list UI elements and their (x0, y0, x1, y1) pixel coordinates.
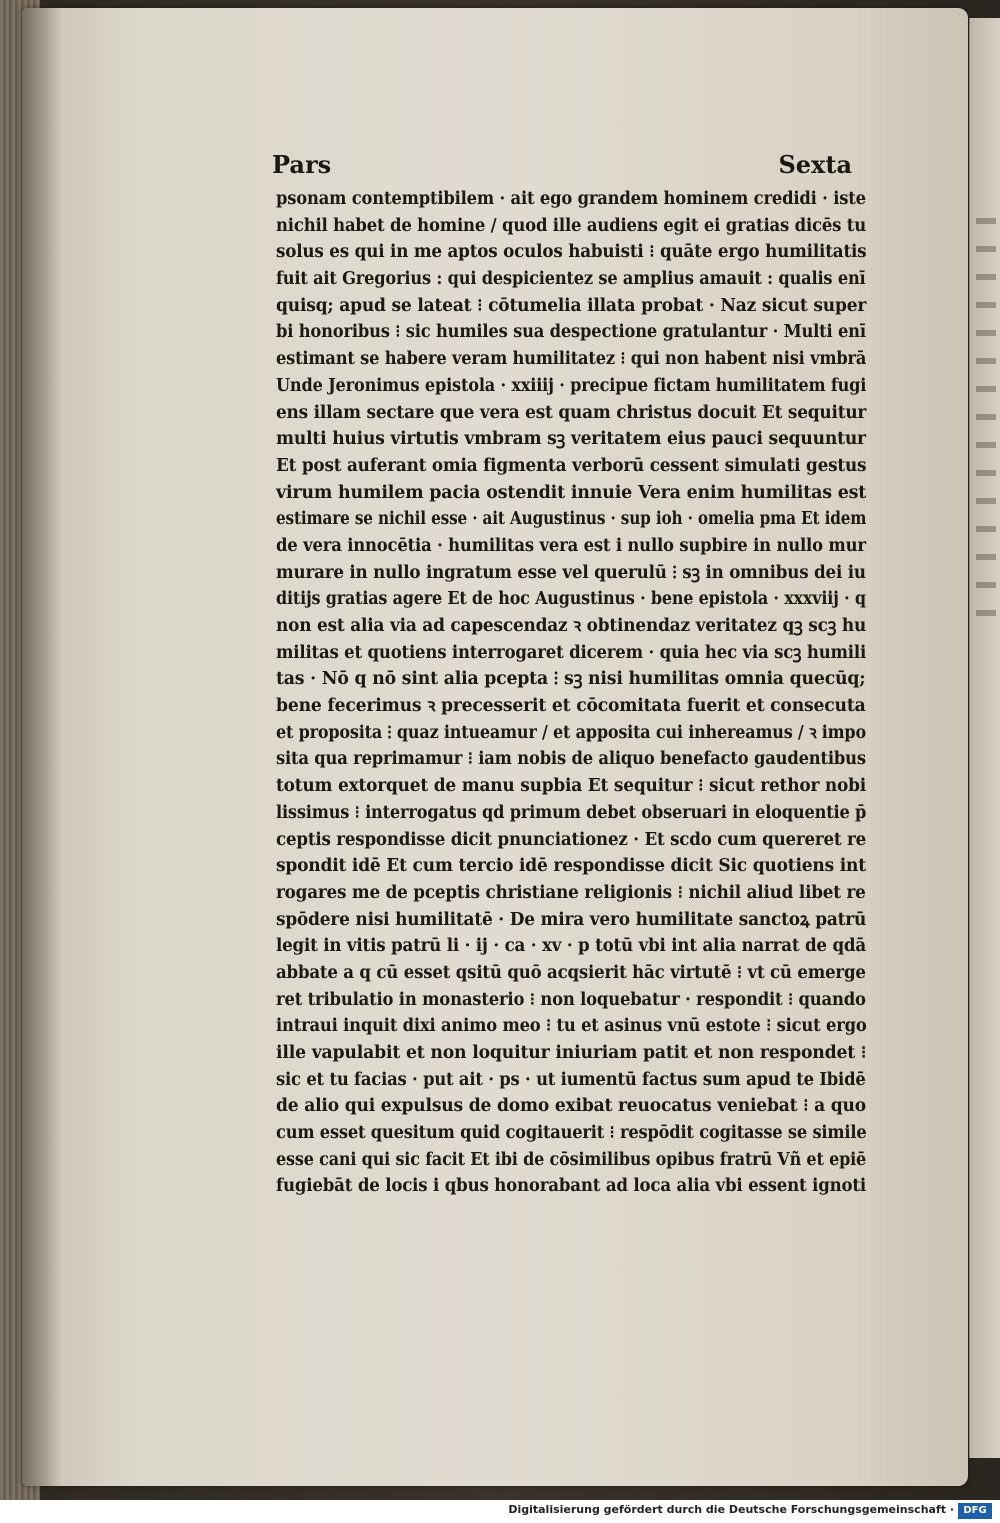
text-line: non est alia via ad capescendaz ꝛ obtinendaz veritatez qꝫ scꝫ hu (276, 616, 867, 636)
text-line: sic et tu facias · put ait · ps · ut iumentū factus sum apud te Ibidē (276, 1069, 866, 1090)
text-line: esse cani qui sic facit Et ibi de cōsimilibus opibus fratrū Vñ et epiē (276, 1149, 867, 1170)
text-line: intraui inquit dixi animo meo ⁝ tu et asinus vnū estote ⁝ sicut ergo (276, 1016, 867, 1037)
text-line: estimant se habere veram humilitatez ⁝ qui non habent nisi vmbrā (276, 349, 867, 370)
text-line: militas et quotiens interrogaret dicerem · quia hec via scꝫ humili (276, 642, 867, 663)
running-head-right: Sexta (778, 150, 852, 179)
text-line: ret tribulatio in monasterio ⁝ non loquebatur · respondit ⁝ quando (276, 989, 866, 1010)
text-line: ens illam sectare que vera est quam christus docuit Et sequitur (276, 402, 867, 423)
dfg-logo[interactable]: DFG (958, 1503, 992, 1519)
text-line: spondit idē Et cum tercio idē respondisse dicit Sic quotiens int (276, 856, 866, 877)
text-line: quisq; apud se lateat ⁝ cōtumelia illata probat · Naz sicut super (276, 295, 867, 316)
text-block (276, 186, 866, 1200)
text-line: multi huius virtutis vmbram sꝫ veritatem eius pauci sequuntur (276, 429, 866, 450)
text-line: Unde Jeronimus epistola · xxiiij · precipue fictam humilitatem fugi (276, 375, 867, 396)
text-line: lissimus ⁝ interrogatus qd primum debet obseruari in eloquentie p̄ (276, 802, 867, 823)
footer-bar (0, 1500, 1000, 1523)
text-line: sita qua reprimamur ⁝ iam nobis de aliquo benefacto gaudentibus (276, 749, 866, 770)
running-head (272, 150, 852, 186)
text-line: cum esset quesitum quid cogitauerit ⁝ respōdit cogitasse se simile (276, 1123, 867, 1144)
gutter-shadow (22, 8, 62, 1486)
text-line: Et post auferant omia figmenta verborū cessent simulati gestus (276, 455, 867, 476)
text-line: bene fecerimus ꝛ precesserit et cōcomitata fuerit et consecuta (276, 696, 866, 717)
text-line: ille vapulabit et non loquitur iniuriam patit et non respondet ⁝ (276, 1043, 867, 1063)
facing-page-text-traces (976, 218, 996, 638)
text-line: de vera innocētia · humilitas vera est i nullo supbire in nullo mur (276, 535, 866, 556)
funding-credit: Digitalisierung gefördert durch die Deutsche Forschungsgemeinschaft · (508, 1503, 954, 1516)
text-line: ceptis respondisse dicit pnunciationez · Et scdo cum quereret re (276, 829, 867, 850)
text-line: ditijs gratias agere Et de hoc Augustinus · bene epistola · xxxviij · q (276, 589, 866, 610)
text-line: estimare se nichil esse · ait Augustinus · sup ioh · omelia pma Et idem (276, 509, 867, 530)
text-line: totum extorquet de manu supbia Et sequitur ⁝ sicut rethor nobi (276, 776, 867, 797)
text-line: tas · Nō q nō sint alia pcepta ⁝ sꝫ nisi humilitas omnia quecūq; (276, 669, 866, 690)
text-line: de alio qui expulsus de domo exibat reuocatus veniebat ⁝ a quo (276, 1096, 866, 1117)
text-line: virum humilem pacia ostendit innuie Vera enim humilitas est (276, 482, 867, 503)
text-line: murare in nullo ingratum esse vel querulū ⁝ sꝫ in omnibus dei iu (276, 562, 866, 583)
running-head-left: Pars (272, 150, 332, 179)
text-line: legit in vitis patrū li · ij · ca · xv · p totū vbi int alia narrat de qdā (276, 936, 866, 957)
text-line: spōdere nisi humilitatē · De mira vero humilitate sanctoꝝ patrū (276, 909, 867, 930)
text-line: abbate a q cū esset qsitū quō acqsierit hāc virtutē ⁝ vt cū emerge (276, 962, 866, 983)
facing-page-edge (969, 18, 1000, 1458)
text-line: solus es qui in me aptos oculos habuisti ⁝ quāte ergo humilitatis (276, 242, 867, 263)
text-line: bi honoribus ⁝ sic humiles sua despectione gratulantur · Multi enī (276, 322, 866, 343)
text-line: et proposita ⁝ quaz intueamur / et apposita cui inhereamus / ꝛ impo (276, 722, 866, 743)
text-line: fuit ait Gregorius : qui despicientez se amplius amauit : qualis enī (276, 269, 866, 290)
text-line: nichil habet de homine / quod ille audiens egit ei gratias dicēs tu (276, 215, 867, 236)
text-line: fugiebāt de locis i qbus honorabant ad loca alia vbi essent ignoti (276, 1176, 867, 1197)
text-line: psonam contemptibilem · ait ego grandem hominem credidi · iste (276, 189, 866, 209)
text-line: rogares me de pceptis christiane religionis ⁝ nichil aliud libet re (276, 882, 866, 903)
